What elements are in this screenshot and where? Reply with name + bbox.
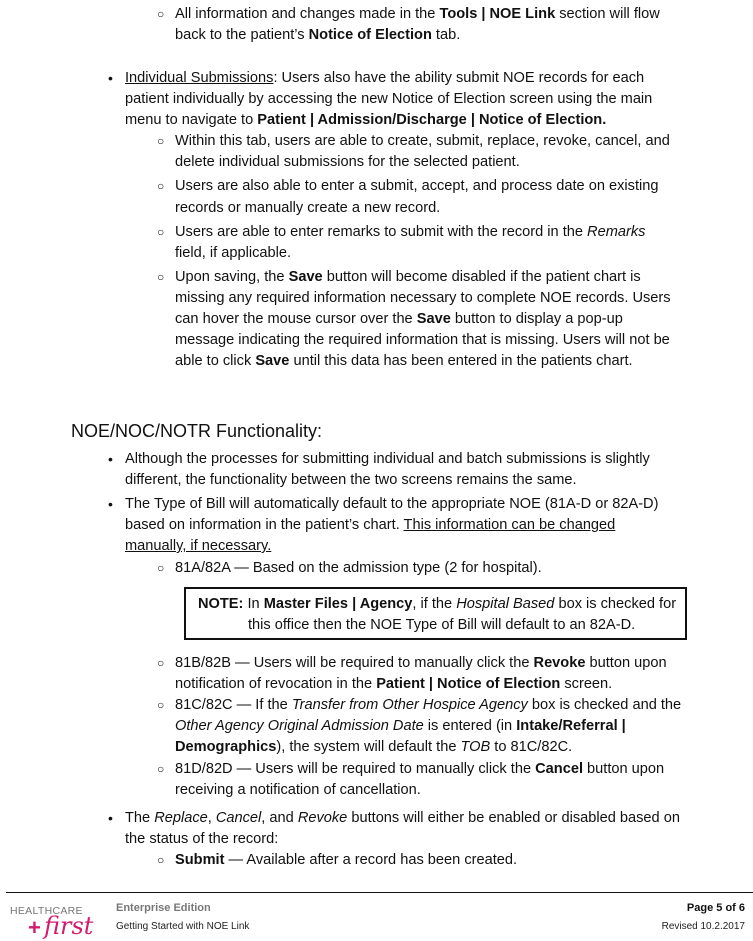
body-line: 81D/82D — Users will be required to manually click the Cancel button upon <box>175 761 665 777</box>
body-line: delete individual submissions for the selected patient. <box>175 154 520 170</box>
sub-bullet-icon: ○ <box>157 762 165 776</box>
footer-edition: Enterprise Edition <box>116 902 211 914</box>
bullet-icon: • <box>108 810 113 826</box>
body-line: Upon saving, the Save button will become disabled if the patient chart is <box>175 269 641 285</box>
healthcare-first-logo <box>10 903 100 941</box>
body-line: Users are also able to enter a submit, accept, and process date on existing <box>175 178 659 194</box>
body-line: 81B/82B — Users will be required to manually click the Revoke button upon <box>175 655 667 671</box>
sub-bullet-icon: ○ <box>157 134 165 148</box>
body-line: All information and changes made in the Tools | NOE Link section will flow <box>175 6 660 22</box>
section-heading: NOE/NOC/NOTR Functionality: <box>71 421 323 441</box>
sub-bullet-icon: ○ <box>157 225 165 239</box>
body-line: message indicating the required information that is missing. Users will not be <box>175 332 670 348</box>
body-line: Submit — Available after a record has been created. <box>175 852 518 868</box>
body-line: 81C/82C — If the Transfer from Other Hospice Agency box is checked and the <box>175 697 682 713</box>
body-line: The Replace, Cancel, and Revoke buttons will either be enabled or disabled based on <box>125 810 680 826</box>
body-line: receiving a notification of cancellation. <box>175 782 421 798</box>
footer-page-number: Page 5 of 6 <box>686 902 745 914</box>
body-line: able to click Save until this data has been entered in the patients chart. <box>175 353 633 369</box>
sub-bullet-icon: ○ <box>157 561 165 575</box>
bullet-icon: • <box>108 70 113 86</box>
footer-divider <box>6 892 753 893</box>
note-line: NOTE: In Master Files | Agency, if the Hospital Based box is checked for <box>198 596 677 612</box>
sub-bullet-icon: ○ <box>157 853 165 867</box>
body-line: manually, if necessary. <box>125 538 272 554</box>
body-line: field, if applicable. <box>175 245 292 261</box>
bullet-icon: • <box>108 496 113 512</box>
body-line: missing any required information necessary to complete NOE records. Users <box>175 290 671 306</box>
logo-text-bottom: first <box>44 912 94 940</box>
logo-text-top: HEALTHCARE <box>10 905 83 917</box>
body-line: different, the functionality between the two screens remains the same. <box>125 472 577 488</box>
body-line: the status of the record: <box>125 831 279 847</box>
sub-bullet-icon: ○ <box>157 656 165 670</box>
note-line: this office then the NOE Type of Bill will default to an 82A-D. <box>248 617 636 633</box>
body-line: based on information in the patient’s chart. This information can be changed <box>125 517 616 533</box>
logo-plus-icon: + <box>28 915 41 940</box>
body-line: Other Agency Original Admission Date is entered (in Intake/Referral | <box>175 718 626 734</box>
sub-bullet-icon: ○ <box>157 270 165 284</box>
footer-guide-title: Getting Started with NOE Link <box>116 921 250 932</box>
body-line: patient individually by accessing the new Notice of Election screen using the main <box>125 91 653 107</box>
sub-bullet-icon: ○ <box>157 698 165 712</box>
sub-bullet-icon: ○ <box>157 7 165 21</box>
body-line: Individual Submissions: Users also have the ability submit NOE records for each <box>125 70 645 86</box>
body-line: 81A/82A — Based on the admission type (2 for hospital). <box>175 560 542 576</box>
body-line: The Type of Bill will automatically default to the appropriate NOE (81A-D or 82A-D) <box>125 496 659 512</box>
body-line: Users are able to enter remarks to submit with the record in the Remarks <box>175 224 646 240</box>
body-line: Within this tab, users are able to create, submit, replace, revoke, cancel, and <box>175 133 670 149</box>
body-line: Although the processes for submitting individual and batch submissions is slightly <box>125 451 650 467</box>
sub-bullet-icon: ○ <box>157 179 165 193</box>
bullet-icon: • <box>108 451 113 467</box>
body-line: can hover the mouse cursor over the Save button to display a pop-up <box>175 311 623 327</box>
body-line: Demographics), the system will default the TOB to 81C/82C. <box>175 739 573 755</box>
note-box <box>184 587 687 640</box>
body-line: records or manually create a new record. <box>175 200 441 216</box>
body-line: back to the patient’s Notice of Election tab. <box>175 27 461 43</box>
body-line: notification of revocation in the Patient | Notice of Election screen. <box>175 676 613 692</box>
footer-revised-date: Revised 10.2.2017 <box>661 921 745 932</box>
body-line: menu to navigate to Patient | Admission/Discharge | Notice of Election. <box>125 112 607 128</box>
